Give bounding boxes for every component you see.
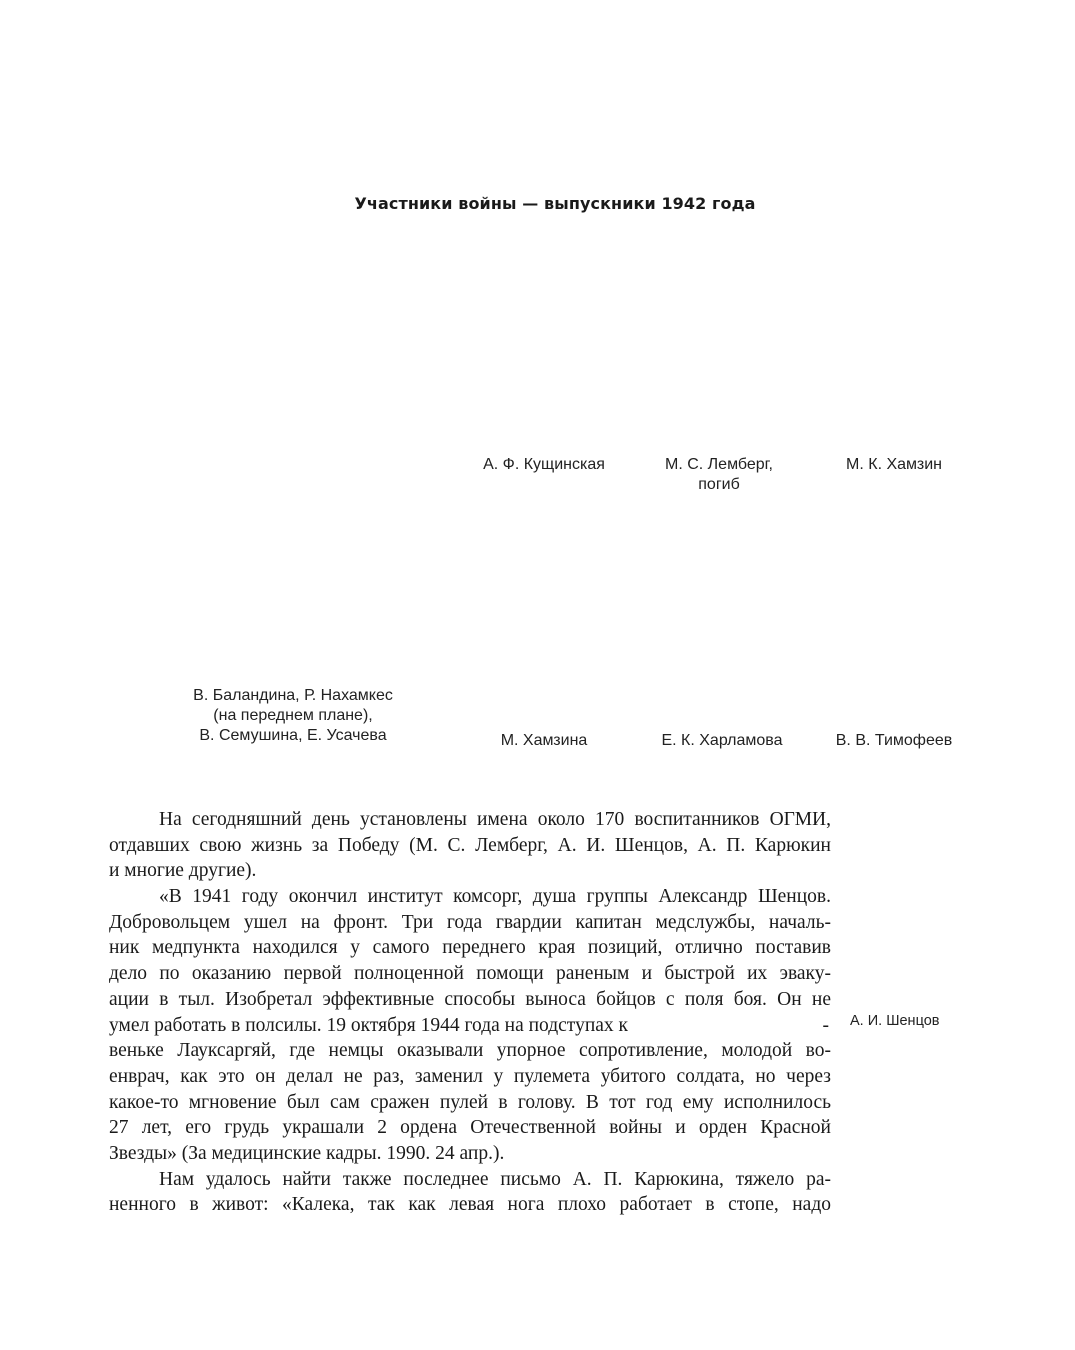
text-line-with-gap (109, 1013, 831, 1039)
photo-caption: М. К. Хамзин (846, 456, 942, 473)
text-line: ации в тыл. Изобретал эффективные способы выноса бойцов с поля боя. Он не (109, 988, 831, 1010)
gap-dash: - (822, 1014, 829, 1036)
text-line: Звезды» (За медицинские кадры. 1990. 24 апр.). (109, 1142, 505, 1164)
text-line: и многие другие). (109, 860, 257, 882)
text-line: «В 1941 году окончил институт комсорг, душа группы Александр Шенцов. (159, 886, 831, 908)
page-heading: Участники войны — выпускники 1942 года (354, 194, 756, 213)
body-text (109, 807, 831, 1218)
photo-caption: М. С. Лемберг, погиб (665, 456, 773, 493)
text-line: 27 лет, его грудь украшали 2 ордена Отечественной войны и орден Красной (109, 1117, 831, 1139)
text-line: веньке Лауксаргяй, где немцы оказывали упорное сопротивление, молодой во- (109, 1040, 831, 1062)
text-line: отдавших свою жизнь за Победу (М. С. Лемберг, А. И. Шенцов, А. П. Карюкин (109, 834, 831, 856)
photo-caption: В. В. Тимофеев (835, 732, 953, 749)
text-line: енврач, как это он делал не раз, заменил у пулемета убитого солдата, но через (109, 1065, 831, 1087)
text-line: дело по оказанию первой полноценной помощи раненым и быстрой их эваку- (109, 963, 831, 985)
photo-caption: М. Хамзина (500, 732, 588, 749)
text-line: Добровольцем ушел на фронт. Три года гвардии капитан медслужбы, началь- (109, 911, 831, 933)
text-line: На сегодняшний день установлены имена около 170 воспитанников ОГМИ, (159, 809, 831, 830)
text-line: Нам удалось найти также последнее письмо А. П. Карюкина, тяжело ра- (159, 1168, 831, 1190)
text-line: какое-то мгновение был сам сражен пулей в голову. В тот год ему исполнилось (109, 1091, 831, 1113)
text-line: ник медпункта находился у самого переднего края позиций, отлично поставив (109, 937, 831, 959)
side-photo-caption: А. И. Шенцов (850, 1013, 940, 1029)
photo-caption: А. Ф. Кущинская (483, 456, 605, 473)
photo-caption: Е. К. Харламова (661, 732, 783, 749)
text-line-fragment: умел работать в полсилы. 19 октября 1944 года на подступах к (109, 1014, 629, 1036)
text-line: ненного в живот: «Калека, так как левая нога плохо работает в стопе, надо (109, 1194, 831, 1216)
photo-caption: В. Баландина, Р. Нахамкес (на переднем плане), В. Семушина, Е. Усачева (193, 687, 393, 744)
